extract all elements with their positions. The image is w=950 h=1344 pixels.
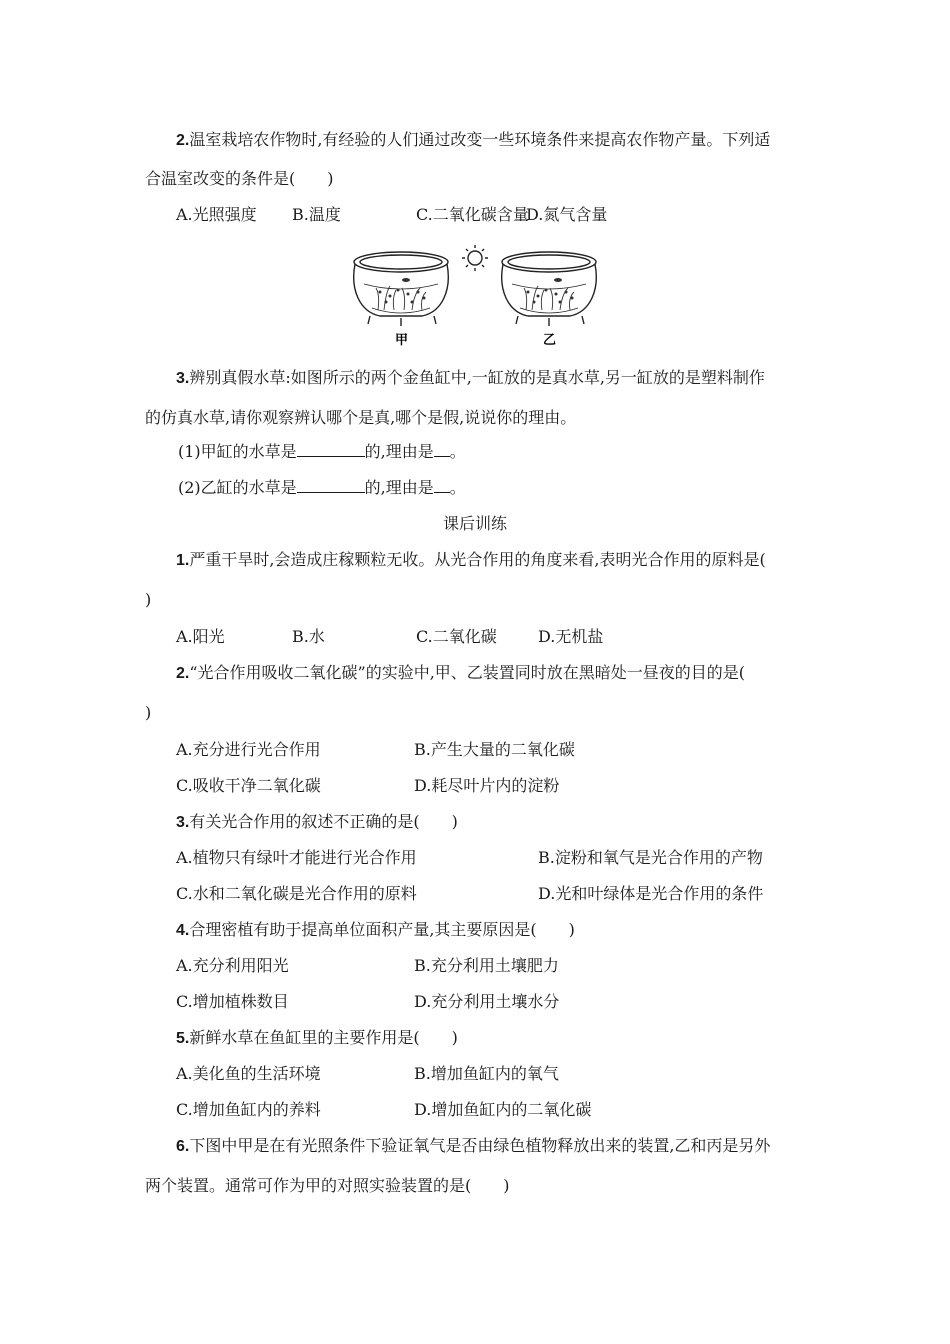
goldfish-bowls-figure [350,240,600,350]
question-number: 3. [176,370,190,387]
after-question-1-line-2: ) [145,590,152,609]
option-d: D.光和叶绿体是光合作用的条件 [538,884,764,903]
after-question-3: 3.有关光合作用的叙述不正确的是( ) [176,812,458,831]
question-2-line-1 [176,130,770,151]
option-b: B.产生大量的二氧化碳 [414,740,575,759]
section-title: 课后训练 [442,514,507,533]
option-a: A.美化鱼的生活环境 [176,1064,321,1083]
question-text: 辨别真假水草:如图所示的两个金鱼缸中,一缸放的是真水草,另一缸放的是塑料制作 [189,368,765,387]
after-question-2-line-2: ) [145,703,152,722]
answer-blank[interactable] [297,442,365,457]
figure-label-right: 乙 [543,333,557,348]
option-b: B.充分利用土壤肥力 [414,956,559,975]
option-b: B.水 [292,627,325,646]
option-a: A.充分进行光合作用 [176,740,321,759]
answer-blank[interactable] [297,478,365,493]
after-question-6-line-1: 6.下图中甲是在有光照条件下验证氧气是否由绿色植物释放出来的装置,乙和丙是另外 [176,1136,771,1155]
after-question-1-line-1: 1.严重干旱时,会造成庄稼颗粒无收。从光合作用的角度来看,表明光合作用的原料是( [176,550,766,569]
option-c: C.增加植株数目 [176,992,289,1011]
question-number: 2. [176,132,190,149]
option-a: A.阳光 [176,627,225,646]
option-d: D.无机盐 [538,627,604,646]
question-3-sub-1: (1)甲缸的水草是 的,理由是 。 [178,442,466,461]
question-3-line-1 [176,368,765,389]
option-d: D.充分利用土壤水分 [414,992,560,1011]
figure-label-left: 甲 [395,333,409,348]
option-c: C.二氧化碳 [416,627,497,646]
after-question-5: 5.新鲜水草在鱼缸里的主要作用是( ) [176,1028,458,1047]
after-question-6-line-2: 两个装置。通常可作为甲的对照实验装置的是( ) [145,1176,510,1195]
option-a: A.充分利用阳光 [176,956,289,975]
option-c: C.增加鱼缸内的养料 [176,1100,321,1119]
option-b: B.温度 [292,205,341,224]
option-c: C.二氧化碳含量 [416,205,529,224]
option-a: A.光照强度 [176,205,257,224]
option-b: B.淀粉和氧气是光合作用的产物 [538,848,763,867]
goldfish-bowls-illustration [350,240,600,350]
answer-blank[interactable] [434,478,450,493]
answer-blank[interactable] [434,442,450,457]
question-2-line-2: 合温室改变的条件是( ) [145,169,334,188]
option-b: B.增加鱼缸内的氧气 [414,1064,559,1083]
option-a: A.植物只有绿叶才能进行光合作用 [176,848,417,867]
option-c: C.水和二氧化碳是光合作用的原料 [176,884,417,903]
question-3-line-2: 的仿真水草,请你观察辨认哪个是真,哪个是假,说说你的理由。 [145,408,577,427]
question-text: 温室栽培农作物时,有经验的人们通过改变一些环境条件来提高农作物产量。下列适 [189,130,771,149]
option-c: C.吸收干净二氧化碳 [176,776,321,795]
after-question-4: 4.合理密植有助于提高单位面积产量,其主要原因是( ) [176,920,575,939]
question-3-sub-2: (2)乙缸的水草是 的,理由是 。 [178,478,466,497]
option-d: D.氮气含量 [526,205,608,224]
after-question-2-line-1: 2.“光合作用吸收二氧化碳”的实验中,甲、乙装置同时放在黑暗处一昼夜的目的是( [176,663,746,682]
option-d: D.耗尽叶片内的淀粉 [414,776,560,795]
option-d: D.增加鱼缸内的二氧化碳 [414,1100,592,1119]
